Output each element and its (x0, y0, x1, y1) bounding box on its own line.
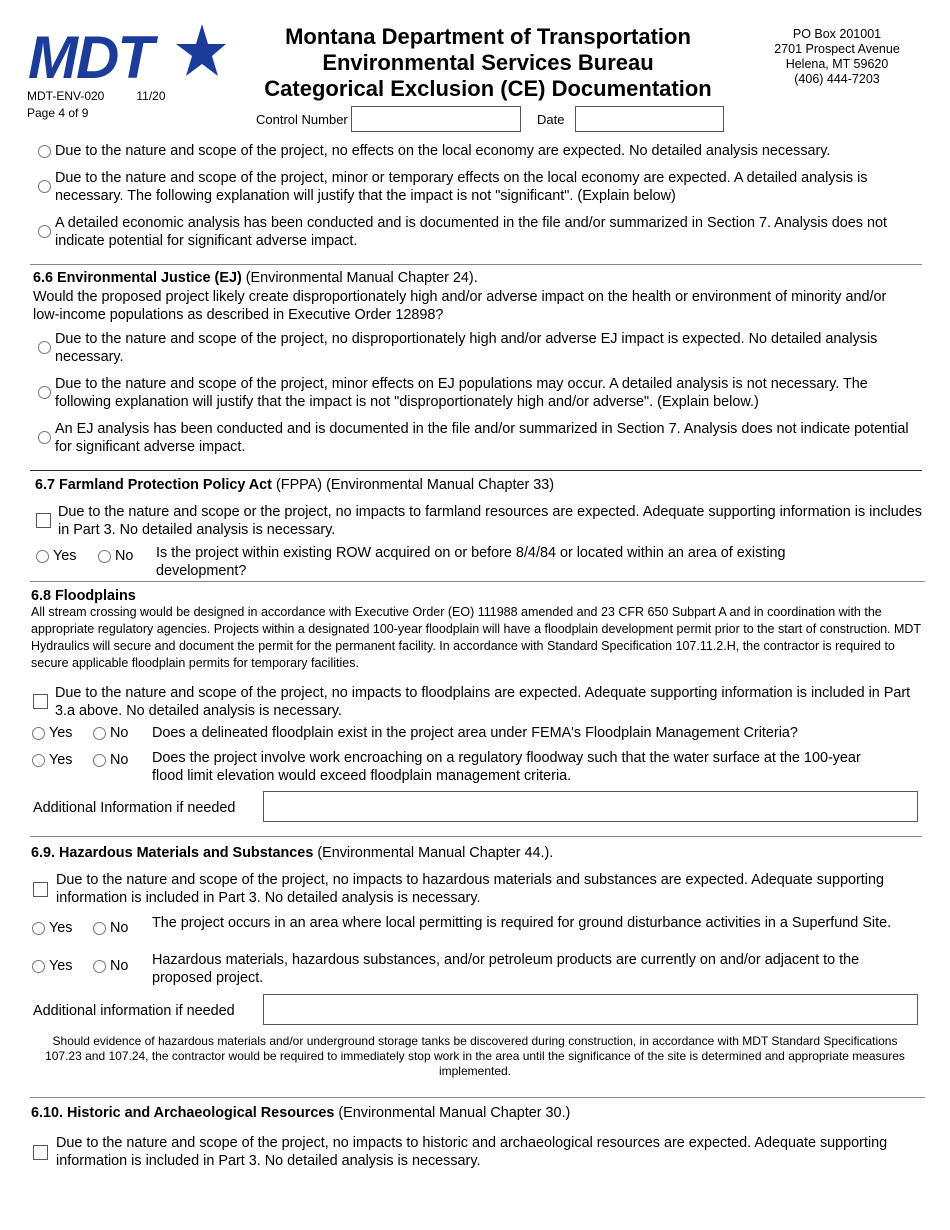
historic-heading (31, 1104, 911, 1122)
floodplains-heading-bold: 6.8 Floodplains (31, 588, 136, 604)
ej-option1-text: Due to the nature and scope of the project, no disproportionately high and/or adverse EJ impact is expected. No detailed analysis necessary. (55, 331, 878, 365)
floodplains-q1-no-option[interactable] (93, 725, 128, 741)
ej-option2-text: Due to the nature and scope of the project, minor effects on EJ populations may occur. A detailed analysis is not necessary. The following explanation will justify that the impact is not "disproportionately high and/or adverse". (Explain below.) (55, 376, 868, 410)
historic-checkbox-text: Due to the nature and scope of the project, no impacts to historic and archaeological resources are expected. Adequate supporting information is included in Part 3. No detailed analysis is necessary. (56, 1135, 888, 1169)
divider (30, 836, 922, 837)
floodplains-paragraph: All stream crossing would be designed in accordance with Executive Order (EO) 111988 amended and 23 CFR 650 Subpart A and in coordination with the appropriate regulatory agencies. Projects within a designated 100-year floodplain will have a floodplain development permit prior to the start of construction. MDT Hydraulics will secure and document the permit for the permanent facility. In accordance with Standard Specification 107.11.2.H, the contractor is required to secure applicable floodplain permits for temporary facilities. (31, 605, 921, 670)
divider (30, 470, 922, 471)
hazmat-heading-bold: 6.9. Hazardous Materials and Substances (31, 845, 314, 861)
economy-option2-text: Due to the nature and scope of the project, minor or temporary effects on the local economy are expected. A detailed analysis is necessary. The following explanation will justify that the impact is not "significant". (Explain below) (55, 170, 868, 204)
yes-label: Yes (49, 725, 73, 741)
historic-heading-rest: (Environmental Manual Chapter 30.) (334, 1105, 571, 1121)
floodplains-q2-yes-radio[interactable] (32, 754, 45, 767)
floodplains-q1-yes-radio[interactable] (32, 727, 45, 740)
no-label: No (110, 725, 129, 741)
form-date: 11/20 (136, 89, 166, 103)
ej-option3-radio[interactable] (38, 431, 51, 444)
date-input[interactable] (575, 106, 724, 132)
fppa-yes-option[interactable] (36, 548, 76, 564)
hazmat-checkbox-text: Due to the nature and scope of the project, no impacts to hazardous materials and substances are expected. Adequate supporting information is included in Part 3. No detailed analysis is necessary. (56, 872, 884, 906)
historic-checkbox[interactable] (33, 1145, 48, 1160)
floodplains-q2-no-radio[interactable] (93, 754, 106, 767)
title-line-1: Montana Department of Transportation (285, 24, 691, 49)
ej-option1-radio[interactable] (38, 341, 51, 354)
control-number-input[interactable] (351, 106, 521, 132)
fppa-no-option[interactable] (98, 548, 133, 564)
no-label: No (115, 548, 134, 564)
hazmat-note: Should evidence of hazardous materials and/or underground storage tanks be discovered during construction, in accordance with MDT Standard Specifications 107.23 and 107.24, the contractor would be required to immediately stop work in the area until the significance of the site is determined and appropriate measures implemented. (45, 1034, 905, 1078)
control-number-label: Control Number (256, 112, 348, 127)
no-label: No (110, 752, 129, 768)
divider (30, 264, 922, 265)
floodplains-q2-no-option[interactable] (93, 752, 128, 768)
ej-option3-text: An EJ analysis has been conducted and is documented in the file and/or summarized in Section 7. Analysis does not indicate potential for significant adverse impact. (55, 421, 909, 455)
ej-heading-bold: 6.6 Environmental Justice (EJ) (33, 270, 242, 286)
address-line: (406) 444-7203 (794, 72, 880, 86)
ej-heading-rest: (Environmental Manual Chapter 24). (241, 270, 478, 286)
fppa-checkbox[interactable] (36, 513, 51, 528)
floodplains-heading (31, 587, 136, 605)
yes-label: Yes (49, 958, 73, 974)
floodplains-q2-yes-option[interactable] (32, 752, 72, 768)
floodplains-q1-no-radio[interactable] (93, 727, 106, 740)
logo-text: MDT (28, 24, 152, 88)
yes-label: Yes (53, 548, 77, 564)
hazmat-q2-yes-option[interactable] (32, 958, 72, 974)
economy-option3-text: A detailed economic analysis has been conducted and is documented in the file and/or summarized in Section 7. Analysis does not indicate potential for significant adverse impact. (55, 215, 887, 249)
title-line-3: Categorical Exclusion (CE) Documentation (264, 76, 712, 101)
yes-label: Yes (49, 752, 73, 768)
divider (30, 581, 925, 582)
address-line: Helena, MT 59620 (785, 57, 889, 71)
hazmat-q1-no-option[interactable] (93, 920, 128, 936)
title-line-2: Environmental Services Bureau (322, 50, 654, 75)
page-title (248, 24, 728, 102)
address-line: 2701 Prospect Avenue (774, 42, 900, 56)
address-line: PO Box 201001 (792, 27, 882, 41)
form-id (27, 89, 166, 103)
economy-option1-radio[interactable] (38, 145, 51, 158)
date-label: Date (537, 112, 565, 127)
fppa-no-radio[interactable] (98, 550, 111, 563)
economy-option1-text: Due to the nature and scope of the project, no effects on the local economy are expected. No detailed analysis necessary. (55, 143, 831, 159)
floodplains-additional-label: Additional Information if needed (33, 800, 236, 816)
divider (30, 1097, 925, 1098)
floodplains-q1-yes-option[interactable] (32, 725, 72, 741)
hazmat-q2-yes-radio[interactable] (32, 960, 45, 973)
hazmat-heading-rest: (Environmental Manual Chapter 44.). (313, 845, 554, 861)
hazmat-q2-no-option[interactable] (93, 958, 128, 974)
economy-option3-radio[interactable] (38, 225, 51, 238)
fppa-checkbox-text: Due to the nature and scope or the project, no impacts to farmland resources are expected. Adequate supporting information is includes in Part 3. No detailed analysis is necessary. (58, 504, 922, 538)
hazmat-question2: Hazardous materials, hazardous substances, and/or petroleum products are currently on and/or adjacent to the proposed project. (152, 952, 860, 986)
fppa-heading-rest: (FPPA) (Environmental Manual Chapter 33) (271, 477, 555, 493)
floodplains-question2: Does the project involve work encroaching on a regulatory floodway such that the water surface at the 100-year flood limit elevation would exceed floodplain management criteria. (152, 750, 861, 784)
mdt-logo (26, 22, 226, 88)
floodplains-checkbox[interactable] (33, 694, 48, 709)
ej-question: Would the proposed project likely create disproportionately high and/or adverse impact on the health or environment of minority and/or low-income populations as described in Executive Order 12898? (33, 289, 887, 323)
address-block (768, 27, 906, 87)
hazmat-additional-label: Additional information if needed (33, 1003, 235, 1019)
fppa-yes-radio[interactable] (36, 550, 49, 563)
hazmat-question1: The project occurs in an area where local permitting is required for ground disturbance activities in a Superfund Site. (152, 915, 892, 931)
floodplains-checkbox-text: Due to the nature and scope of the project, no impacts to floodplains are expected. Adequate supporting information is included in Part 3.a above. No detailed analysis is necessary. (55, 685, 911, 719)
ej-option2-radio[interactable] (38, 386, 51, 399)
no-label: No (110, 958, 129, 974)
hazmat-q1-yes-radio[interactable] (32, 922, 45, 935)
fppa-heading-bold: 6.7 Farmland Protection Policy Act (35, 477, 272, 493)
logo-star-icon (176, 24, 226, 76)
hazmat-q2-no-radio[interactable] (93, 960, 106, 973)
hazmat-heading (31, 844, 911, 862)
historic-heading-bold: 6.10. Historic and Archaeological Resources (31, 1105, 335, 1121)
hazmat-q1-no-radio[interactable] (93, 922, 106, 935)
hazmat-q1-yes-option[interactable] (32, 920, 72, 936)
fppa-heading (35, 476, 915, 494)
form-code: MDT-ENV-020 (27, 89, 105, 103)
fppa-question: Is the project within existing ROW acquired on or before 8/4/84 or located within an area of existing development? (156, 545, 786, 579)
no-label: No (110, 920, 129, 936)
floodplains-question1: Does a delineated floodplain exist in the project area under FEMA's Floodplain Management Criteria? (152, 725, 798, 741)
ej-heading (33, 269, 913, 287)
economy-option2-radio[interactable] (38, 180, 51, 193)
hazmat-additional-input[interactable] (263, 994, 918, 1025)
yes-label: Yes (49, 920, 73, 936)
page-number: Page 4 of 9 (27, 106, 89, 120)
hazmat-checkbox[interactable] (33, 882, 48, 897)
floodplains-additional-input[interactable] (263, 791, 918, 822)
